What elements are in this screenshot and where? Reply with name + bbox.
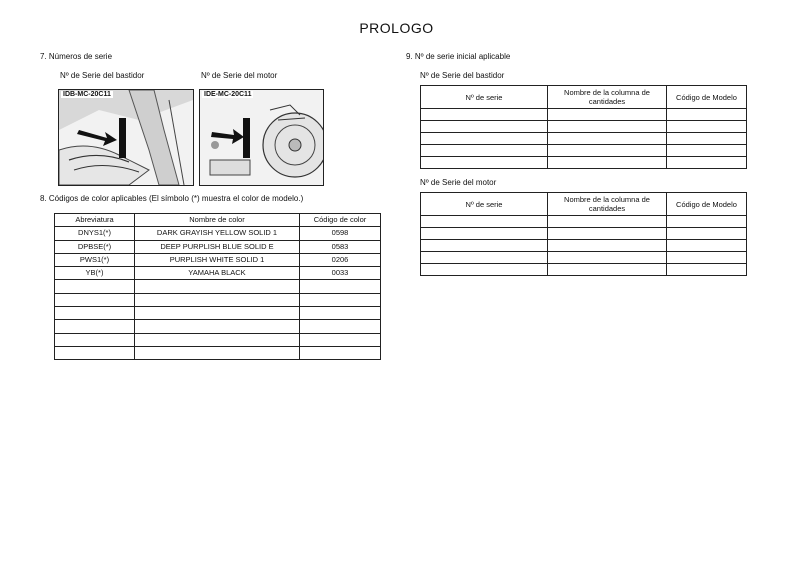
frame-start-serial-label: Nº de Serie del bastidor <box>420 71 505 80</box>
empty-row <box>55 346 381 359</box>
color-abbreviation: PWS1(*) <box>55 253 135 266</box>
column-header: Nº de serie <box>421 86 548 109</box>
empty-row <box>55 320 381 333</box>
empty-row <box>421 145 747 157</box>
column-header: Nombre de la columna de cantidades <box>548 86 667 109</box>
empty-row <box>421 133 747 145</box>
empty-row <box>421 240 747 252</box>
engine-serial-label: Nº de Serie del motor <box>201 71 278 80</box>
color-code: 0033 <box>300 267 381 280</box>
table-row <box>55 267 381 280</box>
empty-row <box>55 280 381 293</box>
color-abbreviation: DNYS1(*) <box>55 227 135 240</box>
engine-serial-photo <box>199 89 324 186</box>
frame-serial-table <box>420 85 747 169</box>
table-header-row <box>421 86 747 109</box>
engine-code-label: IDE-MC-20C11 <box>204 91 252 98</box>
empty-row <box>421 252 747 264</box>
color-name: PURPLISH WHITE SOLID 1 <box>135 253 300 266</box>
empty-row <box>421 121 747 133</box>
section-8-heading: 8. Códigos de color aplicables (El símbolo (*) muestra el color de modelo.) <box>40 194 304 203</box>
color-abbreviation: YB(*) <box>55 267 135 280</box>
empty-row <box>55 333 381 346</box>
color-name: DEEP PURPLISH BLUE SOLID E <box>135 240 300 253</box>
column-header: Nombre de la columna de cantidades <box>548 193 667 216</box>
empty-row <box>55 307 381 320</box>
table-row <box>55 240 381 253</box>
page-title: PROLOGO <box>359 20 434 36</box>
frame-serial-label: Nº de Serie del bastidor <box>60 71 145 80</box>
column-header: Código de Modelo <box>667 86 747 109</box>
column-header: Código de color <box>300 214 381 227</box>
engine-serial-table <box>420 192 747 276</box>
color-name: DARK GRAYISH YELLOW SOLID 1 <box>135 227 300 240</box>
empty-row <box>421 264 747 276</box>
table-header-row <box>55 214 381 227</box>
empty-row <box>55 293 381 306</box>
column-header: Nº de serie <box>421 193 548 216</box>
color-code: 0583 <box>300 240 381 253</box>
frame-serial-photo <box>58 89 194 186</box>
color-codes-table <box>54 213 381 360</box>
empty-row <box>421 228 747 240</box>
color-name: YAMAHA BLACK <box>135 267 300 280</box>
section-9-heading: 9. Nº de serie inicial aplicable <box>406 52 511 61</box>
table-row <box>55 227 381 240</box>
section-7-heading: 7. Números de serie <box>40 52 113 61</box>
column-header: Abreviatura <box>55 214 135 227</box>
color-code: 0598 <box>300 227 381 240</box>
color-code: 0206 <box>300 253 381 266</box>
color-abbreviation: DPBSE(*) <box>55 240 135 253</box>
table-header-row <box>421 193 747 216</box>
empty-row <box>421 109 747 121</box>
column-header: Nombre de color <box>135 214 300 227</box>
empty-row <box>421 216 747 228</box>
empty-row <box>421 157 747 169</box>
table-row <box>55 253 381 266</box>
column-header: Código de Modelo <box>667 193 747 216</box>
frame-code-label: IDB-MC-20C11 <box>63 91 111 98</box>
engine-start-serial-label: Nº de Serie del motor <box>420 178 497 187</box>
